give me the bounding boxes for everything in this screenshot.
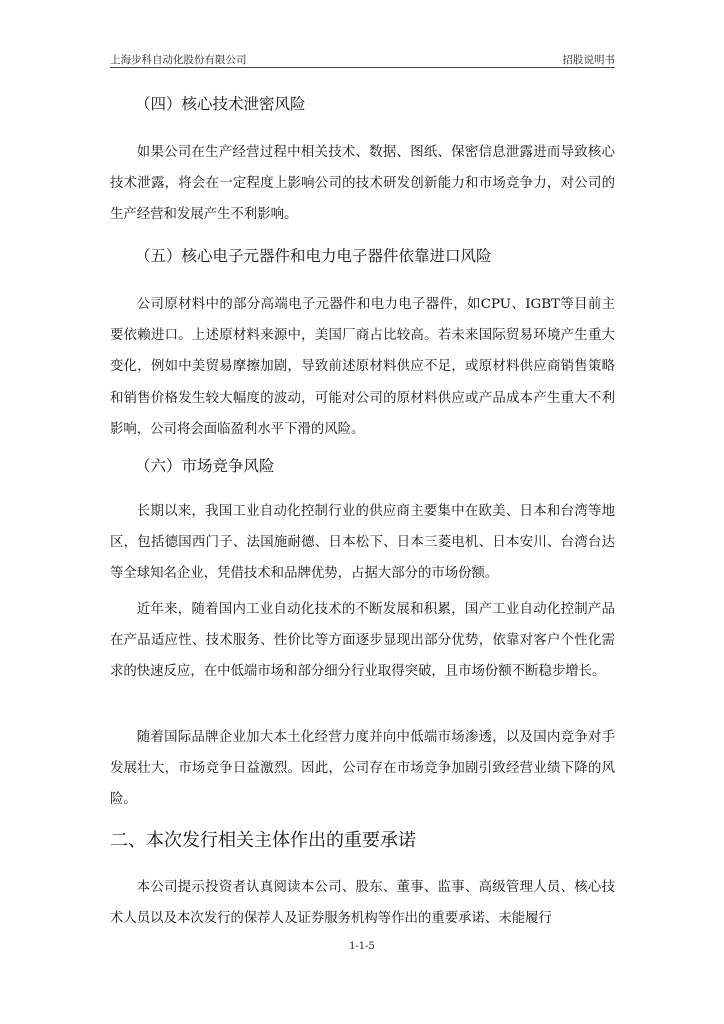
section-market-competition-body bbox=[110, 496, 615, 590]
header-divider bbox=[110, 67, 615, 68]
section-market-competition-body-3 bbox=[110, 722, 615, 816]
paragraph: 长期以来，我国工业自动化控制行业的供应商主要集中在欧美、日本和台湾等地区，包括德国西门子、法国施耐德、日本松下、日本三菱电机、日本安川、台湾台达等全球知名企业，凭借技术和品牌优势，占据大部分的市场份额。 bbox=[110, 504, 615, 582]
section-market-competition-body-2 bbox=[110, 594, 615, 688]
section-heading-core-tech-leak: （四）核心技术泄密风险 bbox=[135, 95, 306, 113]
paragraph: 如果公司在生产经营过程中相关技术、数据、图纸、保密信息泄露进而导致核心技术泄露，将会在一定程度上影响公司的技术研发创新能力和市场竞争力，对公司的生产经营和发展产生不利影响。 bbox=[110, 145, 615, 223]
section-heading-market-competition: （六）市场竞争风险 bbox=[135, 457, 275, 475]
chapter-heading-commitments: 二、本次发行相关主体作出的重要承诺 bbox=[110, 830, 416, 851]
section-heading-import-risk: （五）核心电子元器件和电力电子器件依靠进口风险 bbox=[135, 247, 492, 265]
header-document-type: 招股说明书 bbox=[562, 54, 615, 66]
paragraph: 近年来，随着国内工业自动化技术的不断发展和积累，国产工业自动化控制产品在产品适应性、技术服务、性价比等方面逐步显现出部分优势，依靠对客户个性化需求的快速反应，在中低端市场和部分细分行业取得突破，且市场份额不断稳步增长。 bbox=[110, 602, 615, 680]
header-company-name: 上海步科自动化股份有限公司 bbox=[110, 54, 247, 66]
page-header bbox=[110, 52, 615, 66]
paragraph: 公司原材料中的部分高端电子元器件和电力电子器件，如CPU、IGBT等目前主要依赖进口。上述原材料来源中，美国厂商占比较高。若未来国际贸易环境产生重大变化，例如中美贸易摩擦加剧，导致前述原材料供应不足，或原材料供应商销售策略和销售价格发生较大幅度的波动，可能对公司的原材料供应或产品成本产生重大不利影响，公司将会面临盈利水平下滑的风险。 bbox=[110, 297, 615, 437]
section-commitments-body bbox=[110, 872, 615, 934]
section-import-risk-body bbox=[110, 289, 615, 445]
page-number: 1-1-5 bbox=[349, 941, 375, 952]
paragraph: 随着国际品牌企业加大本土化经营力度并向中低端市场渗透，以及国内竞争对手发展壮大，市场竞争日益激烈。因此，公司存在市场竞争加剧引致经营业绩下降的风险。 bbox=[110, 730, 615, 808]
paragraph: 本公司提示投资者认真阅读本公司、股东、董事、监事、高级管理人员、核心技术人员以及本次发行的保荐人及证券服务机构等作出的重要承诺、未能履行 bbox=[110, 880, 615, 927]
section-core-tech-leak-body bbox=[110, 137, 615, 231]
